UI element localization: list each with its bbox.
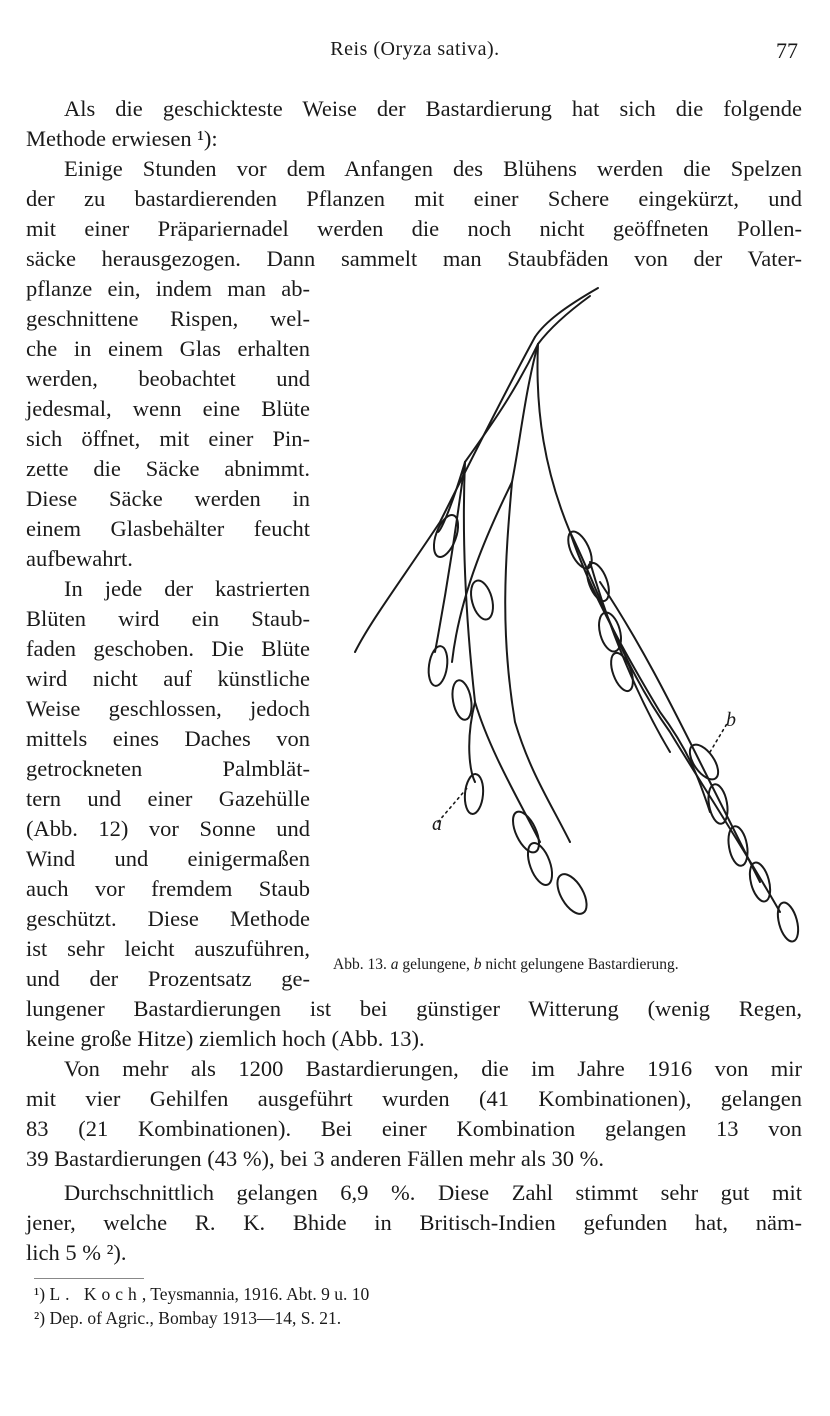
figure-label-a: a [432, 813, 442, 835]
page-number: 77 [776, 38, 798, 63]
text-line: faden geschoben. Die Blüte [26, 636, 310, 661]
text-line: Einige Stunden vor dem Anfangen des Blühens werden die Spelzen [64, 156, 802, 181]
text-line: geschnittene Rispen, wel- [26, 306, 310, 331]
footnote-2: ²) Dep. of Agric., Bombay 1913—14, S. 21. [34, 1308, 342, 1328]
caption-mid: gelungene, [402, 956, 470, 973]
text-line: werden, beobachtet und [26, 366, 310, 391]
text-line: sich öffnet, mit einer Pin- [26, 426, 310, 451]
text-line: einem Glasbehälter feucht [26, 516, 310, 541]
text-line: und der Prozentsatz ge- [26, 966, 310, 991]
text-line: Blüten wird ein Staub- [26, 606, 310, 631]
text-line: Wind und einigermaßen [26, 846, 310, 871]
text-line: lungener Bastardierungen ist bei günstiger Witterung (wenig Regen, [26, 996, 802, 1021]
text-line: säcke herausgezogen. Dann sammelt man Staubfäden von der Vater- [26, 246, 802, 271]
text-line: Von mehr als 1200 Bastardierungen, die im Jahre 1916 von mir [64, 1056, 802, 1081]
caption-prefix: Abb. 13. [333, 956, 387, 973]
caption-a: a [390, 956, 399, 973]
text-line: (Abb. 12) vor Sonne und [26, 816, 310, 841]
text-line: Durchschnittlich gelangen 6,9 %. Diese Zahl stimmt sehr gut mit [64, 1180, 802, 1205]
text-line: auch vor fremdem Staub [26, 876, 310, 901]
footnote-1-author: L. Koch [49, 1284, 142, 1304]
text-line: tern und einer Gazehülle [26, 786, 310, 811]
rice-panicle-figure [340, 282, 810, 952]
text-line: 83 (21 Kombinationen). Bei einer Kombination gelangen 13 von [26, 1116, 802, 1141]
text-line: In jede der kastrierten [64, 576, 310, 601]
text-line: geschützt. Diese Methode [26, 906, 310, 931]
text-line: mit einer Präpariernadel werden die noch nicht geöffneten Pollen- [26, 216, 802, 241]
text-line: Als die geschickteste Weise der Bastardierung hat sich die folgende [64, 96, 802, 121]
running-title: Reis (Oryza sativa). [330, 38, 500, 60]
text-line: mit vier Gehilfen ausgeführt wurden (41 Kombinationen), gelangen [26, 1086, 802, 1111]
text-line: keine große Hitze) ziemlich hoch (Abb. 13). [26, 1026, 425, 1051]
text-line: mittels eines Daches von [26, 726, 310, 751]
footnote-1 [34, 1284, 369, 1305]
text-line: ist sehr leicht auszuführen, [26, 936, 310, 961]
text-line: Weise geschlossen, jedoch [26, 696, 310, 721]
footnote-rule [34, 1278, 144, 1279]
figure-caption [333, 956, 793, 974]
text-line: aufbewahrt. [26, 546, 133, 571]
text-line: Diese Säcke werden in [26, 486, 310, 511]
text-line: jedesmal, wenn eine Blüte [26, 396, 310, 421]
caption-end: nicht gelungene Bastardierung. [485, 956, 679, 973]
text-line: getrockneten Palmblät- [26, 756, 310, 781]
text-line: che in einem Glas erhalten [26, 336, 310, 361]
text-line: Methode erwiesen ¹): [26, 126, 218, 151]
text-line: zette die Säcke abnimmt. [26, 456, 310, 481]
text-line: lich 5 % ²). [26, 1240, 127, 1265]
text-line: pflanze ein, indem man ab- [26, 276, 310, 301]
text-line: wird nicht auf künstliche [26, 666, 310, 691]
text-line: jener, welche R. K. Bhide in Britisch-Indien gefunden hat, näm- [26, 1210, 802, 1235]
caption-b: b [473, 956, 482, 973]
figure-label-b: b [726, 709, 736, 731]
footnote-1-rest: , Teysmannia, 1916. Abt. 9 u. 10 [141, 1284, 370, 1304]
text-line: 39 Bastardierungen (43 %), bei 3 anderen Fällen mehr als 30 %. [26, 1146, 604, 1171]
text-line: der zu bastardierenden Pflanzen mit einer Schere eingekürzt, und [26, 186, 802, 211]
footnote-1-mark: ¹) [34, 1284, 46, 1304]
